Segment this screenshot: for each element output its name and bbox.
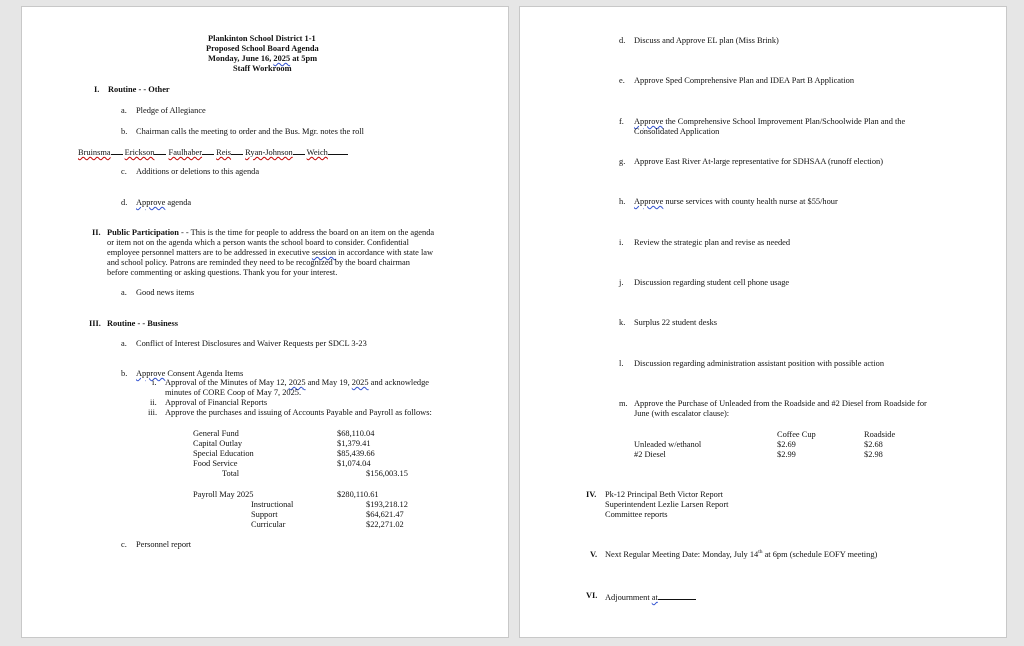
item-3f-line-1: Approve the Comprehensive School Improvement Plan/Schoolwide Plan and the [634,117,906,126]
section-2-title: Public Participation [107,228,179,237]
item-1a-text: Pledge of Allegiance [136,106,206,115]
roll-name: Faulhaber [168,148,203,157]
item-3l-label: l. [619,359,624,368]
fuel-price: $2.99 [777,450,796,459]
section-4-number: IV. [586,490,597,499]
fuel-price: $2.68 [864,440,883,449]
item-2a-label: a. [121,288,127,297]
next-meeting-text: Next Regular Meeting Date: Monday, July 14th at 6pm (schedule EOFY meeting) [605,549,878,559]
fund-name: General Fund [193,429,239,438]
item-3b-ii-label: ii. [150,398,157,407]
item-3b-i-line-2: minutes of CORE Coop of May 7, 2025. [165,388,302,397]
document-page-1 [21,6,509,638]
item-1d-text: Approve agenda [136,198,192,207]
payroll-amount: $280,110.61 [337,490,379,499]
section-4-line-1: Pk-12 Principal Beth Victor Report [605,490,723,499]
item-3i-label: i. [619,238,624,247]
item-3a-text: Conflict of Interest Disclosures and Waiver Requests per SDCL 3-23 [136,339,367,348]
section-2-number: II. [92,228,101,237]
meeting-location: Staff Workroom [233,64,292,73]
section-3-title: Routine - - Business [107,319,178,328]
item-3l-text: Discussion regarding administration assistant position with possible action [634,359,885,368]
payroll-label: Payroll May 2025 [193,490,254,499]
district-name: Plankinton School District 1-1 [208,34,316,43]
item-3f-line-2: Consolidated Application [634,127,720,136]
item-3k-label: k. [619,318,626,327]
section-6-number: VI. [586,591,598,600]
fund-amount: $85,439.66 [337,449,375,458]
adjournment-text: Adjournment at [605,591,696,603]
item-3h-label: h. [619,197,626,206]
section-4-line-2: Superintendent Lezlie Larsen Report [605,500,729,509]
roll-name: Bruinsma [78,148,111,157]
fuel-header: Roadside [864,430,896,439]
item-1c-text: Additions or deletions to this agenda [136,167,260,176]
item-3j-text: Discussion regarding student cell phone usage [634,278,790,287]
item-1c-label: c. [121,167,127,176]
item-3d-label: d. [619,36,626,45]
section-2-line-5: before commenting or asking questions. Thank you for your interest. [107,268,338,277]
item-3e-label: e. [619,76,625,85]
item-3g-label: g. [619,157,626,166]
roll-name: Ryan-Johnson [245,148,293,157]
fund-name: Special Education [193,449,254,458]
total-amount: $156,003.15 [366,469,408,478]
payroll-item-name: Support [251,510,278,519]
item-3b-iii-label: iii. [148,408,158,417]
fund-amount: $68,110.04 [337,429,375,438]
roll-name: Reis [216,148,232,157]
item-3b-iii-text: Approve the purchases and issuing of Accounts Payable and Payroll as follows: [165,408,432,417]
item-3j-label: j. [619,278,624,287]
payroll-item-name: Curricular [251,520,286,529]
item-3c-label: c. [121,540,127,549]
item-1b-label: b. [121,127,128,136]
section-1-number: I. [94,85,100,94]
item-3m-label: m. [619,399,628,408]
item-3i-text: Review the strategic plan and revise as needed [634,238,791,247]
item-3d-text: Discuss and Approve EL plan (Miss Brink) [634,36,779,45]
section-3-number: III. [89,319,101,328]
item-1d-label: d. [121,198,128,207]
section-5-number: V. [590,550,598,559]
item-1b-text: Chairman calls the meeting to order and the Bus. Mgr. notes the roll [136,127,364,136]
item-3a-label: a. [121,339,127,348]
payroll-item-amount: $64,621.47 [366,510,404,519]
item-3c-text: Personnel report [136,540,192,549]
item-3f-label: f. [619,117,624,126]
item-3m-line-1: Approve the Purchase of Unleaded from the Roadside and #2 Diesel from Roadside for [634,399,927,408]
payroll-item-name: Instructional [251,500,294,509]
section-2-line-3: employee personnel matters are to be addressed in executive session in accordance with state law [107,248,434,257]
item-3b-ii-text: Approval of Financial Reports [165,398,268,407]
payroll-item-amount: $22,271.02 [366,520,404,529]
fund-name: Capital Outlay [193,439,243,448]
section-2-line-4: and school policy. Patrons are reminded they need to be recognized by the board chairman [107,258,410,267]
fuel-name: #2 Diesel [634,450,666,459]
meeting-date: Monday, June 16, 2025 at 5pm [208,54,318,63]
roll-name: Erickson [124,148,155,157]
section-2-line-1: Public Participation - - This is the time for people to address the board on an item on the agenda [107,228,435,237]
fund-amount: $1,074.04 [337,459,371,468]
item-3b-label: b. [121,369,128,378]
section-2-line-2: or item not on the agenda which a person wants the school board to consider. Confidential [107,238,409,247]
section-1-title: Routine - - Other [108,85,170,94]
section-4-line-3: Committee reports [605,510,668,519]
agenda-title: Proposed School Board Agenda [206,44,319,53]
fuel-price: $2.69 [777,440,796,449]
fund-amount: $1,379.41 [337,439,371,448]
fuel-name: Unleaded w/ethanol [634,440,702,449]
item-3g-text: Approve East River At-large representative for SDHSAA (runoff election) [634,157,884,166]
fuel-header: Coffee Cup [777,430,816,439]
fuel-price: $2.98 [864,450,883,459]
item-3b-i-label: i. [152,378,157,387]
roll-name: Weich [306,148,328,157]
item-3k-text: Surplus 22 student desks [634,318,718,327]
item-1a-label: a. [121,106,127,115]
item-3e-text: Approve Sped Comprehensive Plan and IDEA Part B Application [634,76,855,85]
item-3b-i-line-1: Approval of the Minutes of May 12, 2025 and May 19, 2025 and acknowledge [165,378,430,387]
item-3h-text: Approve nurse services with county health nurse at $55/hour [634,197,838,206]
fund-name: Food Service [193,459,238,468]
item-3b-text: Approve Consent Agenda Items [136,369,244,378]
roll-call-line [78,146,348,158]
item-3m-line-2: June (with escalator clause): [634,409,730,418]
document-page-2 [519,6,1007,638]
total-label: Total [222,469,240,478]
payroll-item-amount: $193,218.12 [366,500,408,509]
item-2a-text: Good news items [136,288,195,297]
